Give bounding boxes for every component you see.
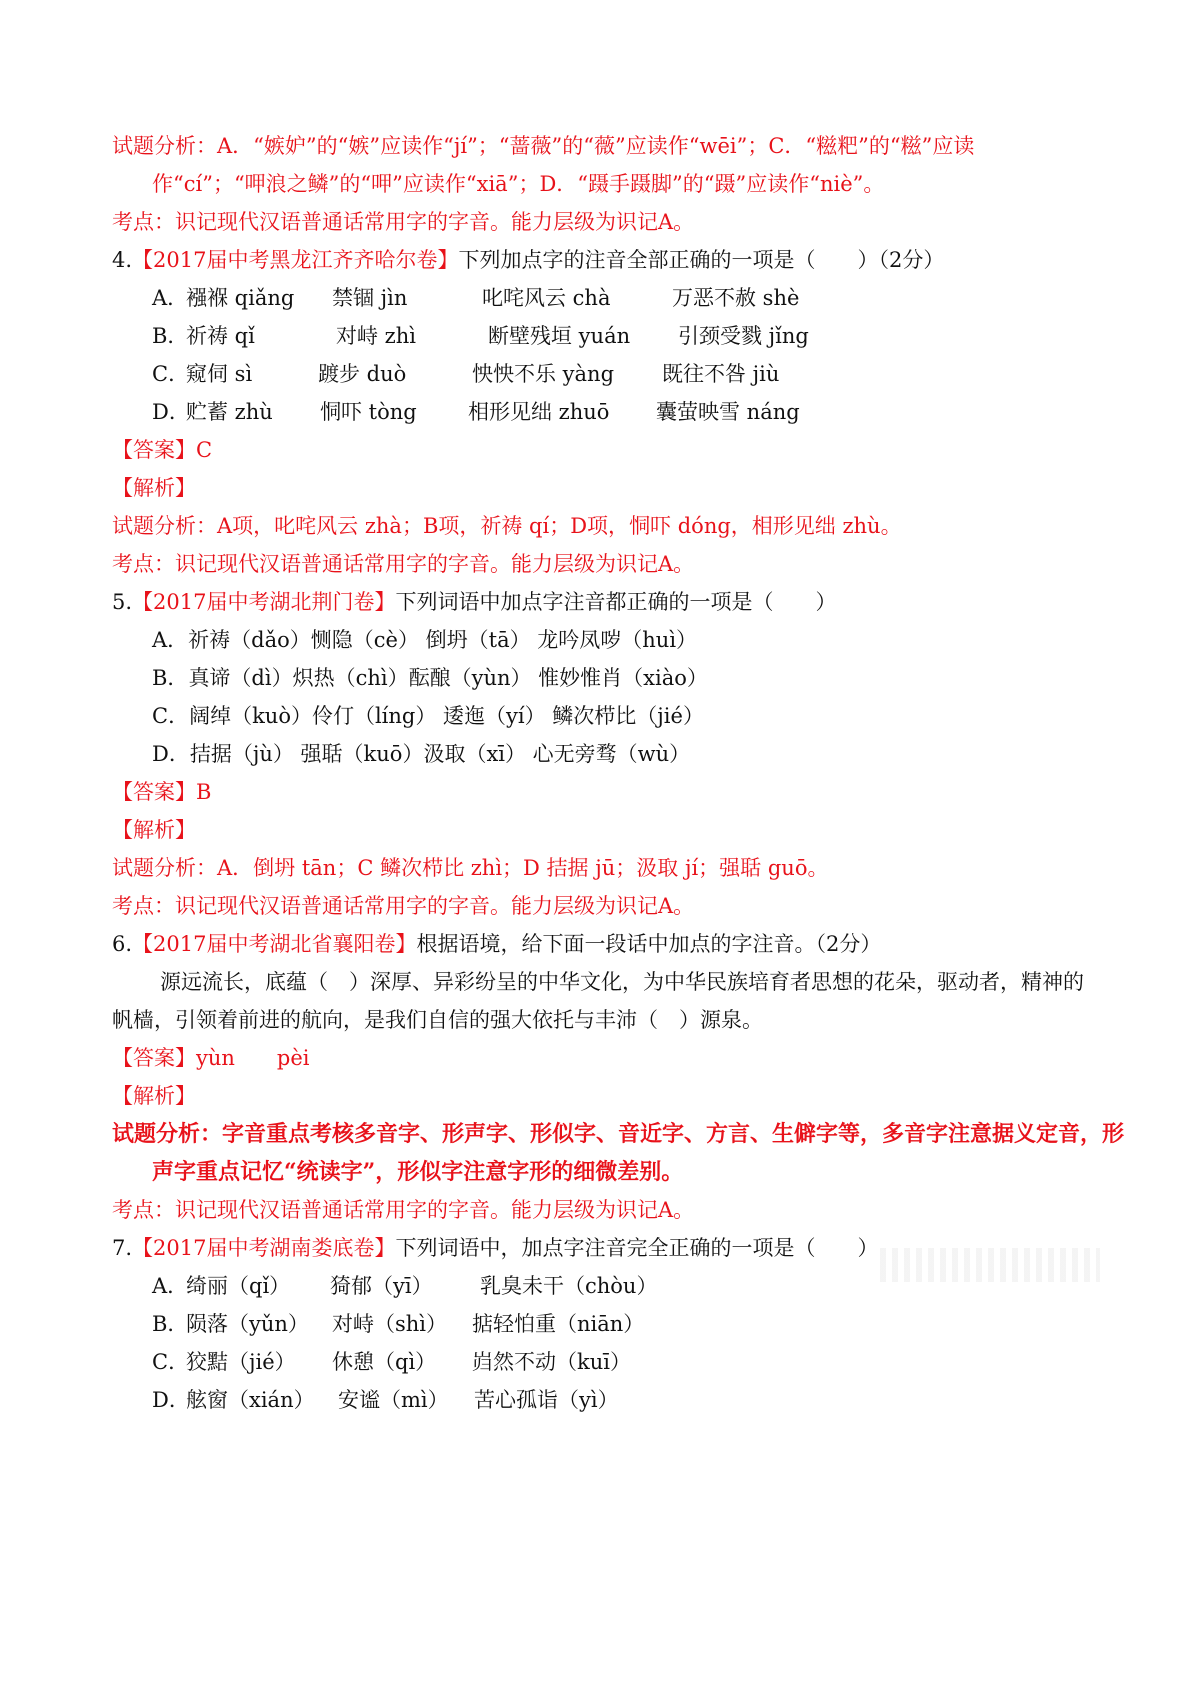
option-label: B． bbox=[152, 666, 189, 690]
option-text: 真谛（dì）炽热（chì）酝酿（yùn） 惟妙惟肖（xiào） bbox=[188, 666, 708, 690]
option-label: D． bbox=[152, 1388, 190, 1412]
option-text: 拮据（jù） 强聒（kuō）汲取（xī） 心无旁骛（wù） bbox=[189, 742, 691, 766]
question-5-title bbox=[112, 582, 1112, 622]
option-item: 窥伺 sì bbox=[186, 362, 253, 386]
question-source: 【2017届中考湖北省襄阳卷】 bbox=[132, 932, 417, 956]
question-stem: 下列词语中，加点字注音完全正确的一项是（ ） bbox=[395, 1236, 879, 1260]
option-item: 禁锢 jìn bbox=[332, 286, 408, 310]
option-item: 乳臭未干（chòu） bbox=[480, 1274, 658, 1298]
option-item: 对峙 zhì bbox=[336, 324, 416, 348]
jiexi-label: 【解析】 bbox=[112, 818, 196, 842]
option-text: 祈祷（dǎo）恻隐（cè） 倒坍（tā） 龙吟凤哕（huì） bbox=[188, 628, 698, 652]
option-item: 囊萤映雪 náng bbox=[656, 400, 800, 424]
question-source: 【2017届中考湖南娄底卷】 bbox=[132, 1236, 396, 1260]
option-label: C． bbox=[152, 704, 190, 728]
question-stem: 根据语境，给下面一段话中加点的字注音。（2分） bbox=[416, 932, 882, 956]
q5-option-a bbox=[152, 620, 697, 660]
kaodian-text: 考点：识记现代汉语普通话常用字的字音。能力层级为识记A。 bbox=[112, 894, 695, 918]
option-item: 猗郁（yī） bbox=[330, 1274, 433, 1298]
option-item: 岿然不动（kuī） bbox=[472, 1350, 631, 1374]
jiexi-label: 【解析】 bbox=[112, 476, 196, 500]
kaodian-text: 考点：识记现代汉语普通话常用字的字音。能力层级为识记A。 bbox=[112, 1198, 695, 1222]
question-number: 6. bbox=[112, 932, 133, 956]
option-item: 相形见绌 zhuō bbox=[468, 400, 610, 424]
option-label: C． bbox=[152, 1350, 190, 1374]
option-label: A． bbox=[152, 286, 189, 310]
option-item: 对峙（shì） bbox=[332, 1312, 448, 1336]
option-item: 舷窗（xián） bbox=[186, 1388, 315, 1412]
option-item: 苦心孤诣（yì） bbox=[474, 1388, 619, 1412]
passage-line-1: 源远流长，底蕴（ ）深厚、异彩纷呈的中华文化，为中华民族培育者思想的花朵，驱动者，精神的 bbox=[160, 970, 1084, 994]
analysis-text-cont: 声字重点记忆“统读字”，形似字注意字形的细微差别。 bbox=[152, 1159, 684, 1185]
q5-option-b bbox=[152, 658, 708, 698]
question-source: 【2017届中考湖北荆门卷】 bbox=[132, 590, 396, 614]
option-text: 阔绰（kuò）伶仃（líng） 逶迤（yí） 鳞次栉比（jié） bbox=[189, 704, 704, 728]
option-item: 引颈受戮 jǐng bbox=[678, 324, 809, 348]
jiexi-label: 【解析】 bbox=[112, 1084, 196, 1108]
option-label: B． bbox=[152, 1312, 189, 1336]
analysis-text: 试题分析：字音重点考核多音字、形声字、形似字、音近字、方言、生僻字等，多音字注意据义定音，形 bbox=[112, 1121, 1125, 1147]
option-item: 既往不咎 jiù bbox=[662, 362, 780, 386]
option-item: 叱咤风云 chà bbox=[482, 286, 611, 310]
kaodian-text: 考点：识记现代汉语普通话常用字的字音。能力层级为识记A。 bbox=[112, 210, 695, 234]
option-item: 怏怏不乐 yàng bbox=[472, 362, 615, 386]
option-item: 恫吓 tòng bbox=[320, 400, 417, 424]
q5-option-c bbox=[152, 696, 704, 736]
question-number: 5. bbox=[112, 590, 133, 614]
question-stem: 下列加点字的注音全部正确的一项是（ ）（2分） bbox=[458, 248, 945, 272]
option-item: 贮蓄 zhù bbox=[186, 400, 273, 424]
q5-option-d bbox=[152, 734, 690, 774]
option-label: D． bbox=[152, 400, 190, 424]
analysis-text-cont: 作“cí”；“呷浪之鳞”的“呷”应读作“xiā”；D．“蹑手蹑脚”的“蹑”应读作“niè”。 bbox=[152, 172, 885, 196]
answer-label: 【答案】yùn pèi bbox=[112, 1046, 310, 1070]
analysis-text: 试题分析：A．“嫉妒”的“嫉”应读作“jí”；“蔷薇”的“薇”应读作“wēi”；C．“糍粑”的“糍”应读 bbox=[112, 134, 975, 158]
option-item: 安谧（mì） bbox=[338, 1388, 449, 1412]
option-label: A． bbox=[152, 628, 189, 652]
question-stem: 下列词语中加点字注音都正确的一项是（ ） bbox=[395, 590, 837, 614]
option-item: 襁褓 qiǎng bbox=[186, 286, 295, 310]
option-item: 祈祷 qǐ bbox=[186, 324, 255, 348]
question-6-title bbox=[112, 924, 1112, 964]
option-label: C． bbox=[152, 362, 190, 386]
option-item: 陨落（yǔn） bbox=[186, 1312, 309, 1336]
option-item: 休憩（qì） bbox=[332, 1350, 437, 1374]
passage-line-2: 帆樯，引领着前进的航向，是我们自信的强大依托与丰沛（ ）源泉。 bbox=[112, 1008, 763, 1032]
option-label: D． bbox=[152, 742, 190, 766]
question-number: 4. bbox=[112, 248, 133, 272]
question-7-title bbox=[112, 1228, 1112, 1268]
question-source: 【2017届中考黑龙江齐齐哈尔卷】 bbox=[132, 248, 459, 272]
option-item: 狡黠（jié） bbox=[186, 1350, 296, 1374]
kaodian-text: 考点：识记现代汉语普通话常用字的字音。能力层级为识记A。 bbox=[112, 552, 695, 576]
option-item: 掂轻怕重（niān） bbox=[472, 1312, 645, 1336]
analysis-text: 试题分析：A项，叱咤风云 zhà；B项，祈祷 qí；D项，恫吓 dóng，相形见绌 zhù。 bbox=[112, 514, 902, 538]
answer-label: 【答案】B bbox=[112, 780, 212, 804]
option-label: B． bbox=[152, 324, 189, 348]
answer-label: 【答案】C bbox=[112, 438, 213, 462]
question-number: 7. bbox=[112, 1236, 133, 1260]
option-item: 万恶不赦 shè bbox=[672, 286, 800, 310]
question-4-title bbox=[112, 240, 1112, 280]
option-item: 绮丽（qǐ） bbox=[186, 1274, 291, 1298]
option-item: 踱步 duò bbox=[318, 362, 407, 386]
option-label: A． bbox=[152, 1274, 189, 1298]
option-item: 断壁残垣 yuán bbox=[488, 324, 631, 348]
analysis-text: 试题分析：A．倒坍 tān；C 鳞次栉比 zhì；D 拮据 jū；汲取 jí；强聒 guō。 bbox=[112, 856, 829, 880]
